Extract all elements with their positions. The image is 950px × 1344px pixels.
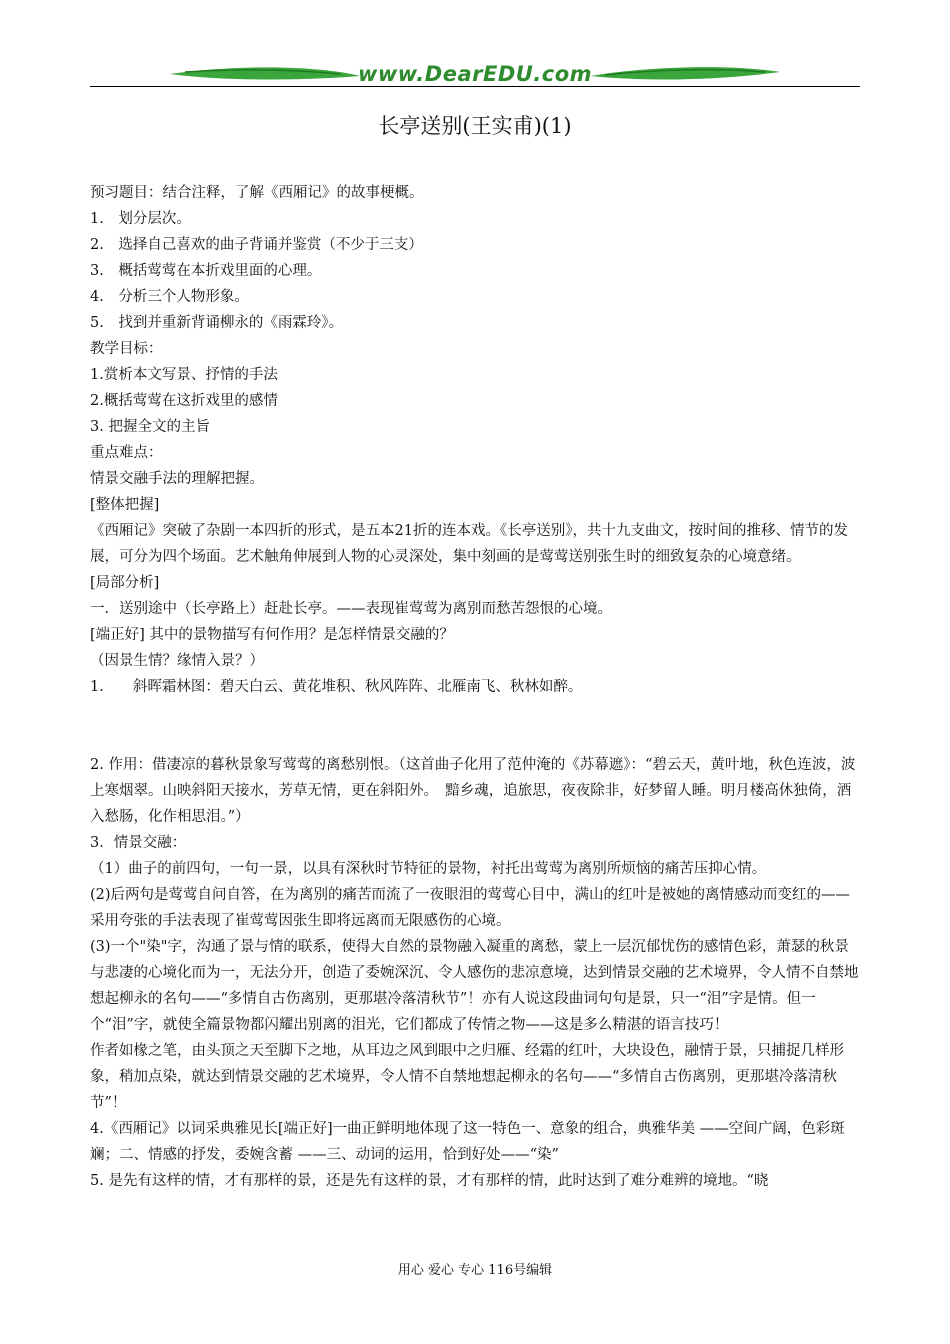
paragraph: (3)一个"染"字，沟通了景与情的联系，使得大自然的景物融入凝重的离愁，蒙上一层沉郁忧伤的感情色彩，萧瑟的秋景与悲凄的心境化而为一，无法分开，创造了委婉深沉、令人感伤的悲凉意境，达到情景交融的艺术境界，令人情不自禁地想起柳永的名句——“多情自古伤离别，更那堪冷落清秋节”！亦有人说这段曲词句句是景，只一“泪”字是情。但一个“泪”字，就使全篇景物都闪耀出别离的泪光，它们都成了传情之物——这是多么精湛的语言技巧！ [90, 939, 859, 1033]
paragraph: 4.《西厢记》以词采典雅见长[端正好]一曲正鲜明地体现了这一特色一、意象的组合，典雅华美 ——空间广阔，色彩斑斓；二、情感的抒发，委婉含蓄 ——三、动词的运用，恰到好处——“染” [90, 1121, 845, 1163]
paragraph: 5. 是先有这样的情，才有那样的景，还是先有这样的景，才有那样的情，此时达到了难分难辨的境地。“晓 [90, 1173, 769, 1189]
text-line: 2.概括莺莺在这折戏里的感情 [90, 393, 278, 409]
text-line: 预习题目：结合注释，了解《西厢记》的故事梗概。 [90, 185, 424, 201]
paragraph: （1）曲子的前四句，一句一景，以具有深秋时节特征的景物，衬托出莺莺为离别所烦恼的痛苦压抑心情。 [90, 861, 767, 877]
text-line: （因景生情？缘情入景？） [90, 653, 264, 669]
text-line: 1. 斜晖霜林图：碧天白云、黄花堆积、秋风阵阵、北雁南飞、秋林如醉。 [90, 679, 583, 695]
text-line: 1.赏析本文写景、抒情的手法 [90, 367, 278, 383]
document-title: 长亭送别(王实甫)(1) [378, 114, 572, 138]
paragraph: 《西厢记》突破了杂剧一本四折的形式，是五本21折的连本戏。《长亭送别》，共十九支曲文，按时间的推移、情节的发展，可分为四个场面。艺术触角伸展到人物的心灵深处，集中刻画的是莺莺送别张生时的细致复杂的心境意绪。 [90, 523, 848, 565]
text-line: 一．送别途中（长亭路上）赶赴长亭。——表现崔莺莺为离别而愁苦怨恨的心境。 [90, 601, 612, 617]
header-divider [90, 86, 860, 87]
paragraph: 作者如椽之笔，由头顶之天至脚下之地，从耳边之风到眼中之归雁、经霜的红叶，大块设色，融情于景，只捕捉几样形象，稍加点染，就达到情景交融的艺术境界，令人情不自禁地想起柳永的名句——“多情自古伤离别，更那堪冷落清秋节”！ [90, 1043, 844, 1111]
text-line: 情景交融手法的理解把握。 [90, 471, 264, 487]
paragraph: (2)后两句是莺莺自问自答，在为离别的痛苦而流了一夜眼泪的莺莺心目中，满山的红叶是被她的离情感动而变红的——采用夸张的手法表现了崔莺莺因张生即将远离而无限感伤的心境。 [90, 887, 851, 929]
text-line: 1. 划分层次。 [90, 211, 191, 227]
page-footer: 用心 爱心 专心 116号编辑 [397, 1263, 553, 1278]
text-line: 2. 选择自己喜欢的曲子背诵并鉴赏（不少于三支） [90, 237, 423, 253]
text-line: 3. 把握全文的主旨 [90, 419, 210, 435]
text-line: [端正好] 其中的景物描写有何作用？是怎样情景交融的？ [90, 627, 454, 643]
text-line: 3．情景交融： [90, 835, 187, 851]
paragraph: 2. 作用：借凄凉的暮秋景象写莺莺的离愁别恨。（这首曲子化用了范仲淹的《苏幕遮》：“碧云天，黄叶地，秋色连波，波上寒烟翠。山映斜阳天接水，芳草无情，更在斜阳外。 黯乡魂，追旅思，夜夜除非，好梦留人睡。明月楼高休独倚，酒入愁肠，化作相思泪。”） [90, 757, 856, 825]
blank-space [90, 700, 860, 752]
site-logo-text: www.DearEDU.com [357, 62, 593, 86]
section-heading: [局部分析] [90, 575, 160, 591]
text-line: 4. 分析三个人物形象。 [90, 289, 249, 305]
text-line: 5. 找到并重新背诵柳永的《雨霖玲》。 [90, 315, 344, 331]
section-heading: [整体把握] [90, 497, 160, 513]
section-heading: 教学目标： [90, 341, 163, 357]
text-line: 3. 概括莺莺在本折戏里面的心理。 [90, 263, 322, 279]
section-heading: 重点难点： [90, 445, 163, 461]
document-body [90, 180, 860, 1194]
